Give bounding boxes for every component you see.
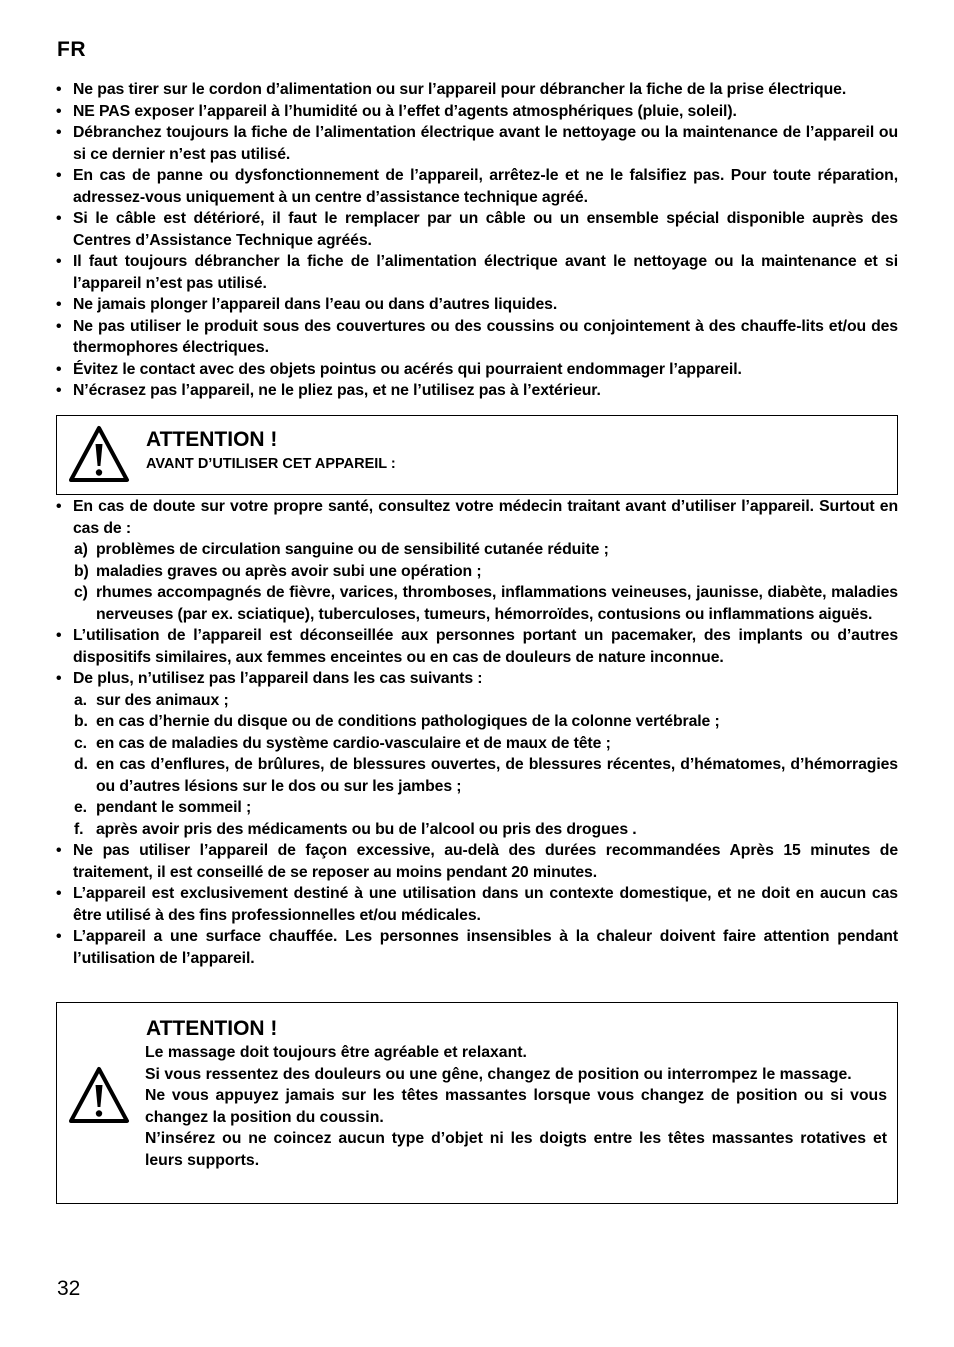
attention-box-massage [56,1002,898,1204]
sub-text: problèmes de circulation sanguine ou de sensibilité cutanée réduite ; [96,541,609,558]
list-item-text: Ne pas utiliser l’appareil de façon excessive, au-delà des durées recommandées Après 15 minutes de traitement, il est conseillé de se reposer au moins pendant 20 minutes. [73,842,898,881]
attention-text [145,1042,887,1171]
page-number: 32 [57,1277,81,1300]
sub-text: en cas d’hernie du disque ou de conditions pathologiques de la colonne vertébrale ; [96,713,720,730]
sub-list-item [73,754,898,797]
sub-text: en cas d’enflures, de brûlures, de blessures ouvertes, de blessures récentes, d’hématomes, d’hémorragies ou d’autres lésions sur le dos ou sur les jambes ; [96,756,898,795]
sub-list-item [73,690,898,712]
list-item: • Évitez le contact avec des objets pointus ou acérés qui pourraient endommager l’appareil. [56,359,898,381]
list-item-text: L’appareil a une surface chauffée. Les personnes insensibles à la chaleur doivent faire attention pendant l’utilisation de l’appareil. [73,928,898,967]
list-item-text: L’appareil est exclusivement destiné à une utilisation dans un contexte domestique, et ne doit en aucun cas être utilisé à des fins professionnelles et/ou médicales. [73,885,898,924]
sub-text: rhumes accompagnés de fièvre, varices, thromboses, inflammations veineuses, jaunisse, diabète, maladies nerveuses (par ex. sciatique), tuberculoses, tumeurs, hémorroïdes, contusions ou inflammations aiguës. [96,584,898,623]
sub-text: sur des animaux ; [96,691,229,709]
sub-marker: c. [74,734,87,752]
list-item: • Si le câble est détérioré, il faut le remplacer par un câble ou un ensemble spécial disponible auprès des Centres d’Assistance Technique agréés. [56,208,898,251]
sub-list-item [73,819,898,841]
list-item-text: L’utilisation de l’appareil est déconseillée aux personnes portant un pacemaker, des implants ou d’autres dispositifs similaires, aux femmes enceintes ou en cas de douleurs de nature inconnue. [73,627,898,666]
sub-marker: a. [74,691,87,709]
sub-text: pendant le sommeil ; [96,799,252,816]
list-item: • Débranchez toujours la fiche de l’alimentation électrique avant le nettoyage ou la maintenance de l’appareil ou si ce dernier n’est pas utilisé. [56,122,898,165]
warning-triangle-icon [67,424,131,484]
warning-triangle-icon [67,1065,131,1125]
sub-list [73,539,898,625]
list-item [56,496,898,625]
safety-list [56,79,898,402]
sub-marker: f. [74,820,84,838]
sub-list-item [73,733,898,755]
list-item [56,840,898,883]
sub-text: après avoir pris des médicaments ou bu de l’alcool ou pris des drogues . [96,820,637,838]
list-item: • Ne pas utiliser le produit sous des couvertures ou des coussins ou conjointement à des chauffe-lits et/ou des thermophores électriques. [56,316,898,359]
sub-list-item [73,797,898,819]
sub-list-item [73,539,898,561]
list-item [56,668,898,840]
sub-list-item [73,582,898,625]
list-item: • En cas de panne ou dysfonctionnement de l’appareil, arrêtez-le et ne le falsifiez pas. Pour toute réparation, adressez-vous uniquement à un centre d’assistance technique agréé. [56,165,898,208]
attention-line: Le massage doit toujours être agréable et relaxant. [145,1044,527,1061]
language-code: FR [57,38,86,61]
sub-marker: c) [74,584,88,601]
attention-box-before-use [56,415,898,495]
sub-marker: d. [74,756,88,773]
list-item [56,883,898,926]
list-item: • N’écrasez pas l’appareil, ne le pliez pas, et ne l’utilisez pas à l’extérieur. [56,380,898,402]
sub-marker: b. [74,713,88,730]
attention-title: ATTENTION ! [146,428,278,451]
list-item: • Ne jamais plonger l’appareil dans l’eau ou dans d’autres liquides. [56,294,898,316]
contraindications-list [56,496,898,969]
sub-marker: e. [74,799,87,816]
sub-list-item [73,561,898,583]
list-item: • Ne pas tirer sur le cordon d’alimentation ou sur l’appareil pour débrancher la fiche de la prise électrique. [56,79,898,101]
sub-marker: b) [74,562,89,580]
sub-list [73,690,898,841]
list-item-text: De plus, n’utilisez pas l’appareil dans les cas suivants : [73,670,483,687]
list-item [56,926,898,969]
attention-line: Ne vous appuyez jamais sur les têtes massantes lorsque vous changez de position ou si vous changez la position du coussin. [145,1087,887,1126]
list-item-text: En cas de doute sur votre propre santé, consultez votre médecin traitant avant d’utiliser l’appareil. Surtout en cas de : [73,498,898,537]
list-item: • NE PAS exposer l’appareil à l’humidité ou à l’effet d’agents atmosphériques (pluie, soleil). [56,101,898,123]
list-item [56,625,898,668]
attention-subtitle: AVANT D’UTILISER CET APPAREIL : [146,456,396,472]
attention-line: N’insérez ou ne coincez aucun type d’objet ni les doigts entre les têtes massantes rotatives et leurs supports. [145,1130,887,1169]
list-item: • Il faut toujours débrancher la fiche de l’alimentation électrique avant le nettoyage ou la maintenance et si l’appareil n’est pas utilisé. [56,251,898,294]
sub-list-item [73,711,898,733]
sub-marker: a) [74,541,88,558]
sub-text: maladies graves ou après avoir subi une opération ; [96,562,482,580]
attention-title: ATTENTION ! [146,1017,278,1040]
attention-line: Si vous ressentez des douleurs ou une gêne, changez de position ou interrompez le massage. [145,1065,852,1083]
sub-text: en cas de maladies du système cardio-vasculaire et de maux de tête ; [96,734,611,752]
